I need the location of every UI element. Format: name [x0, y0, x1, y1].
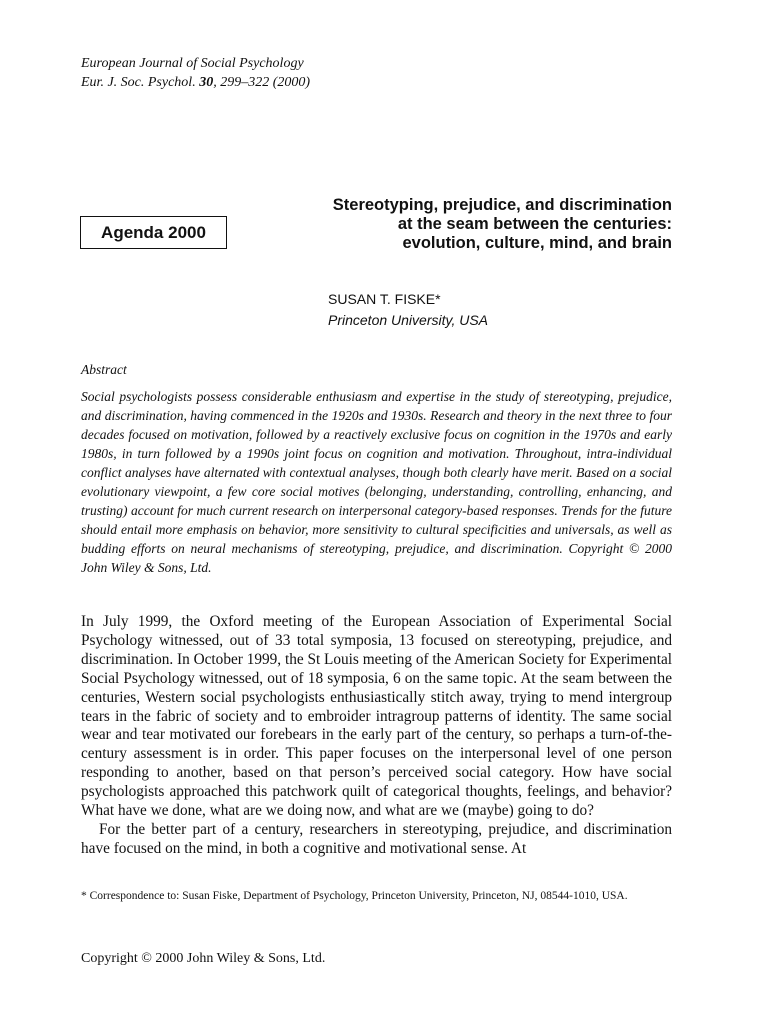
- author-affiliation: Princeton University, USA: [328, 312, 489, 328]
- abstract-text: Social psychologists possess considerable enthusiasm and expertise in the study of stereotyping, prejudice, and discrimination, having commenced in the 1920s and 1930s. Research and theory in the next three to four decades focused on motivation, followed by a reactively exclusive focus on cognition in the 1970s and early 1980s, in turn followed by a 1990s joint focus on cognition and motivation. Throughout, intra-individual conflict analyses have alternated with contextual analyses, though both clearly have merit. Based on a social evolutionary viewpoint, a few core social motives (belonging, understanding, controlling, enhancing, and trusting) account for much current research on interpersonal category-based responses. Trends for the future should entail more emphasis on behavior, more sensitivity to cultural specificities and universals, as well as budding efforts on neural mechanisms of stereotyping, prejudice, and discrimination. Copyright © 2000 John Wiley & Sons, Ltd.: [81, 389, 672, 575]
- citation-volume: 30: [199, 75, 214, 90]
- journal-header: [81, 54, 310, 92]
- article-title: [236, 196, 672, 253]
- abstract-heading: Abstract: [81, 362, 127, 377]
- citation-prefix: Eur. J. Soc. Psychol.: [81, 75, 196, 90]
- title-line: at the seam between the centuries:: [397, 215, 672, 233]
- copyright-notice: Copyright © 2000 John Wiley & Sons, Ltd.: [81, 951, 326, 966]
- title-line: Stereotyping, prejudice, and discrimination: [332, 196, 672, 214]
- citation-suffix: , 299–322 (2000): [213, 75, 311, 90]
- author-block: [328, 289, 488, 331]
- correspondence-footnote: * Correspondence to: Susan Fiske, Department of Psychology, Princeton University, Princeton, NJ, 08544-1010, USA.: [81, 890, 628, 902]
- journal-name: European Journal of Social Psychology: [81, 56, 304, 71]
- journal-citation: [81, 73, 310, 92]
- article-body: [81, 613, 672, 859]
- body-paragraph: For the better part of a century, researchers in stereotyping, prejudice, and discrimination have focused on the mind, in both a cognitive and motivational sense. At: [81, 820, 672, 857]
- body-paragraph: In July 1999, the Oxford meeting of the European Association of Experimental Social Psychology witnessed, out of 33 total symposia, 13 focused on stereotyping, prejudice, and discrimination. In October 1999, the St Louis meeting of the American Society for Experimental Social Psychology witnessed, out of 18 symposia, 6 on the same topic. At the seam between the centuries, Western social psychologists enthusiastically stitch away, trying to mend intergroup tears in the fabric of society and to embroider intragroup patterns of identity. The same social wear and tear motivated our forebears in the early part of the century, so perhaps a turn-of-the-century assessment is in order. This paper focuses on the interpersonal level of one person responding to another, based on that person’s perceived social category. How have social psychologists approached this patchwork quilt of categorical thoughts, feelings, and behavior? What have we done, what are we doing now, and what are we (maybe) going to do?: [81, 613, 672, 820]
- title-line: evolution, culture, mind, and brain: [402, 234, 672, 252]
- agenda-badge: Agenda 2000: [80, 216, 227, 249]
- author-name: SUSAN T. FISKE*: [328, 291, 441, 307]
